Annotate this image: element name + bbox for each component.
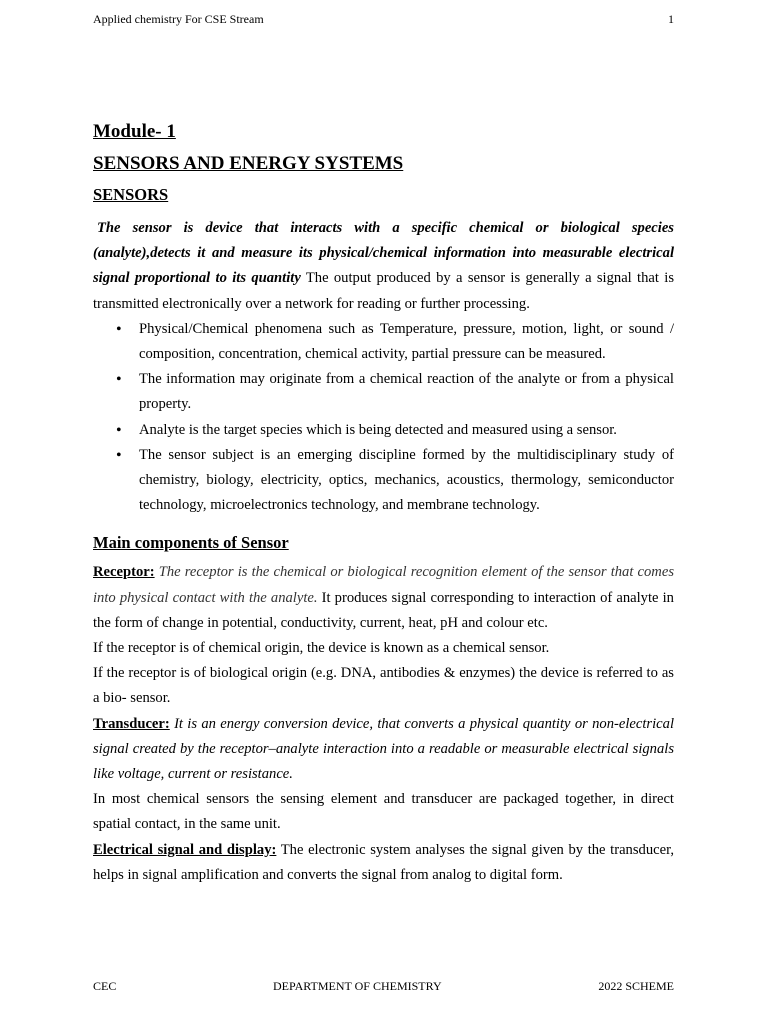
- page-header: [93, 12, 674, 28]
- list-item: • Analyte is the target species which is being detected and measured using a sensor.: [139, 418, 674, 443]
- receptor-chemical-line: If the receptor is of chemical origin, the device is known as a chemical sensor.: [93, 640, 550, 657]
- footer-center: DEPARTMENT OF CHEMISTRY: [273, 979, 442, 993]
- page-number: 1: [668, 12, 674, 26]
- receptor-definition: The receptor is the chemical or biological recognition element of the sensor that comes into physical contact with the analyte.: [93, 564, 674, 606]
- sensor-bullet-list: [93, 317, 674, 519]
- definition-rest: The output produced by a sensor is generally a signal that is transmitted electronically over a network for reading or further processing.: [93, 270, 674, 312]
- footer-right: 2022 SCHEME: [598, 979, 674, 993]
- chapter-title: SENSORS AND ENERGY SYSTEMS: [93, 153, 404, 174]
- list-item: • The sensor subject is an emerging discipline formed by the multidisciplinary study of chemistry, biology, electricity, optics, mechanics, acoustics, thermology, semiconductor technology, microelectronics technology, and membrane technology.: [139, 443, 674, 519]
- page-footer: [93, 979, 674, 995]
- header-title: Applied chemistry For CSE Stream: [93, 12, 264, 26]
- footer-left: CEC: [93, 979, 117, 993]
- list-item: • The information may originate from a chemical reaction of the analyte or from a physical property.: [139, 367, 674, 417]
- transducer-paragraph: [93, 712, 674, 788]
- transducer-definition: It is an energy conversion device, that converts a physical quantity or non-electrical signal created by the receptor–analyte interaction into a readable or measurable electrical signals like voltage, current or resistance.: [93, 715, 674, 783]
- receptor-paragraph: [93, 560, 674, 636]
- electrical-rest: The electronic system analyses the signal given by the transducer, helps in signal amplification and converts the signal from analog to digital form.: [93, 841, 674, 883]
- packaged-paragraph: In most chemical sensors the sensing element and transducer are packaged together, in direct spatial contact, in the same unit.: [93, 791, 674, 833]
- module-heading: Module- 1: [93, 121, 176, 142]
- section-heading: SENSORS: [93, 185, 169, 204]
- receptor-rest: It produces signal corresponding to interaction of analyte in the form of change in potential, conductivity, current, heat, pH and colour etc.: [93, 589, 674, 631]
- list-item: • Physical/Chemical phenomena such as Temperature, pressure, motion, light, or sound / composition, concentration, chemical activity, partial pressure can be measured.: [139, 317, 674, 367]
- definition-emphasis: The sensor is device that interacts with a specific chemical or biological species (analyte),detects it and measure its physical/chemical information into measurable electrical signal proportional to its quantity: [93, 220, 674, 287]
- transducer-label: Transducer:: [93, 715, 170, 732]
- sensor-definition: [93, 216, 674, 317]
- electrical-paragraph: [93, 838, 674, 888]
- receptor-label: Receptor:: [93, 564, 155, 581]
- receptor-bio-line: If the receptor is of biological origin (e.g. DNA, antibodies & enzymes) the device is referred to as a bio- sensor.: [93, 665, 674, 707]
- document-body: [93, 118, 674, 888]
- electrical-label: Electrical signal and display:: [93, 841, 277, 858]
- components-heading: Main components of Sensor: [93, 533, 289, 553]
